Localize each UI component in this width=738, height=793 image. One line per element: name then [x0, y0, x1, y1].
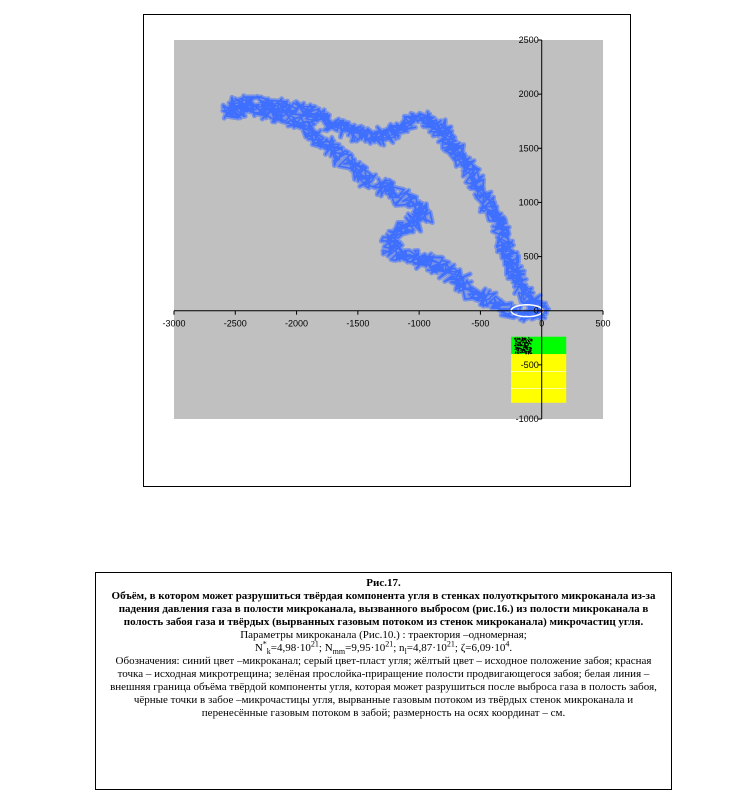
micro-particle-dot	[530, 353, 531, 354]
micro-particle-dot	[517, 341, 518, 342]
nk-sub: k	[266, 647, 271, 657]
micro-particle-dot	[529, 339, 530, 340]
micro-particle-dot	[525, 353, 526, 354]
micro-particle-dot	[529, 343, 530, 344]
nk-value: =4,98·10	[270, 642, 311, 654]
y-tick-label: -1000	[515, 414, 539, 424]
micro-particle-dot	[523, 350, 524, 351]
x-tick-label: -2500	[223, 318, 247, 329]
x-tick-label: 0	[539, 318, 545, 329]
legend-text: Обозначения: синий цвет –микроканал; серый цвет-пласт угля; жёлтый цвет – исходное положение забоя; красная точка – исходная микротрещина; зелёная прослойка-приращение полости продвигающегося забоя; белая линия – внешняя граница объёма твёрдой компоненты угля, которая может разрушиться после выброса газа в полость забоя, чёрные точки в забое –микрочастицы угля, вырванные газовым потоком из твёрдых стенок микроканала и перенесённые газовым потоком в забой; размерность на осях координат – см.	[110, 655, 657, 719]
micro-particle-dot	[528, 353, 529, 354]
micro-particle-dot	[531, 340, 532, 341]
y-tick-label: 1500	[518, 143, 539, 154]
figure-caption	[95, 572, 672, 790]
micro-particle-dot	[514, 338, 515, 339]
micro-particle-dot	[520, 348, 521, 349]
y-tick-label: 0	[533, 305, 539, 316]
nk-exp: 21	[310, 639, 319, 649]
micro-particle-dot	[530, 338, 531, 339]
micro-particle-dot	[519, 337, 520, 338]
micro-particle-dot	[528, 341, 529, 342]
micro-particle-dot	[526, 340, 527, 341]
y-tick-label: -500	[520, 359, 539, 370]
micro-particle-dot	[520, 352, 521, 353]
y-tick-label: 2500	[518, 35, 539, 45]
x-tick-label: -1500	[346, 318, 370, 329]
micro-particle-dot	[526, 347, 527, 348]
nk-sup: *	[262, 639, 267, 649]
micro-particle-dot	[518, 347, 519, 348]
micro-particle-dot	[526, 351, 527, 352]
x-tick-label: -2000	[285, 318, 309, 329]
micro-particle-dot	[517, 352, 518, 353]
micro-particle-dot	[518, 344, 519, 345]
micro-particle-dot	[521, 340, 522, 341]
micro-particle-dot	[523, 342, 524, 343]
micro-particle-dot	[515, 343, 516, 344]
micro-particle-dot	[515, 351, 516, 352]
micro-particle-dot	[527, 347, 528, 348]
micro-particle-dot	[524, 344, 525, 345]
micro-particle-dot	[523, 352, 524, 353]
zeta-exp: 4	[505, 639, 510, 649]
zeta-value: ; ζ=6,09·10	[454, 642, 506, 654]
micro-particle-dot	[526, 348, 527, 349]
micro-particle-dot	[521, 345, 522, 346]
micro-particle-dot	[522, 338, 523, 339]
micro-particle-dot	[520, 349, 521, 350]
micro-particle-dot	[529, 349, 530, 350]
micro-particle-dot	[528, 352, 529, 353]
parameters-values	[104, 639, 663, 657]
micro-particle-dot	[528, 337, 529, 338]
nl-sub: l	[404, 647, 407, 657]
micro-particle-dot	[517, 348, 518, 349]
parameters-intro: Параметры микроканала (Рис.10.) : траектория –одномерная;	[240, 629, 527, 641]
nl-value: =4,87·10	[406, 642, 447, 654]
micro-particle-dot	[523, 347, 524, 348]
nl-label: ; n	[393, 642, 405, 654]
nmm-label: ; N	[318, 642, 333, 654]
nmm-value: =9,95·10	[345, 642, 386, 654]
micro-particle-dot	[527, 342, 528, 343]
micro-particle-dot	[517, 337, 518, 338]
nk-label: N	[254, 642, 263, 654]
micro-particle-dot	[530, 348, 531, 349]
y-tick-label: 1000	[518, 197, 539, 208]
micro-particle-dot	[527, 339, 528, 340]
y-tick-label: 2000	[518, 89, 539, 100]
micro-particle-dot	[522, 342, 523, 343]
x-tick-label: -500	[471, 318, 490, 329]
nmm-exp: 21	[385, 639, 394, 649]
micro-particle-dot	[525, 338, 526, 339]
micro-particle-dot	[519, 341, 520, 342]
x-tick-label: 500	[595, 318, 611, 329]
micro-particle-dot	[521, 351, 522, 352]
micro-particle-dot	[515, 347, 516, 348]
micro-particle-dot	[515, 345, 516, 346]
micro-particle-dot	[516, 340, 517, 341]
micro-particle-dot	[529, 351, 530, 352]
micro-particle-dot	[523, 339, 524, 340]
params-end: .	[509, 642, 513, 654]
micro-particle-dot	[528, 344, 529, 345]
micro-particle-dot	[525, 351, 526, 352]
micro-particle-dot	[517, 350, 518, 351]
caption-heading: Объём, в котором может разрушиться твёрдая компонента угля в стенках полуоткрытого микроканала из-за падения давления газа в полости микроканала, вызванного выбросом (рис.16.) из полости микроканала в полость забоя газа и твёрдых (вырванных газовым потоком из стенок микроканала) микрочастиц угля.	[111, 590, 656, 628]
x-tick-label: -3000	[162, 318, 186, 329]
micro-particle-dot	[516, 343, 517, 344]
nmm-sub: mm	[332, 647, 346, 657]
figure-number: Рис.17.	[366, 577, 401, 589]
nl-exp: 21	[446, 639, 455, 649]
x-tick-label: -1000	[407, 318, 431, 329]
y-tick-label: 500	[523, 251, 539, 262]
